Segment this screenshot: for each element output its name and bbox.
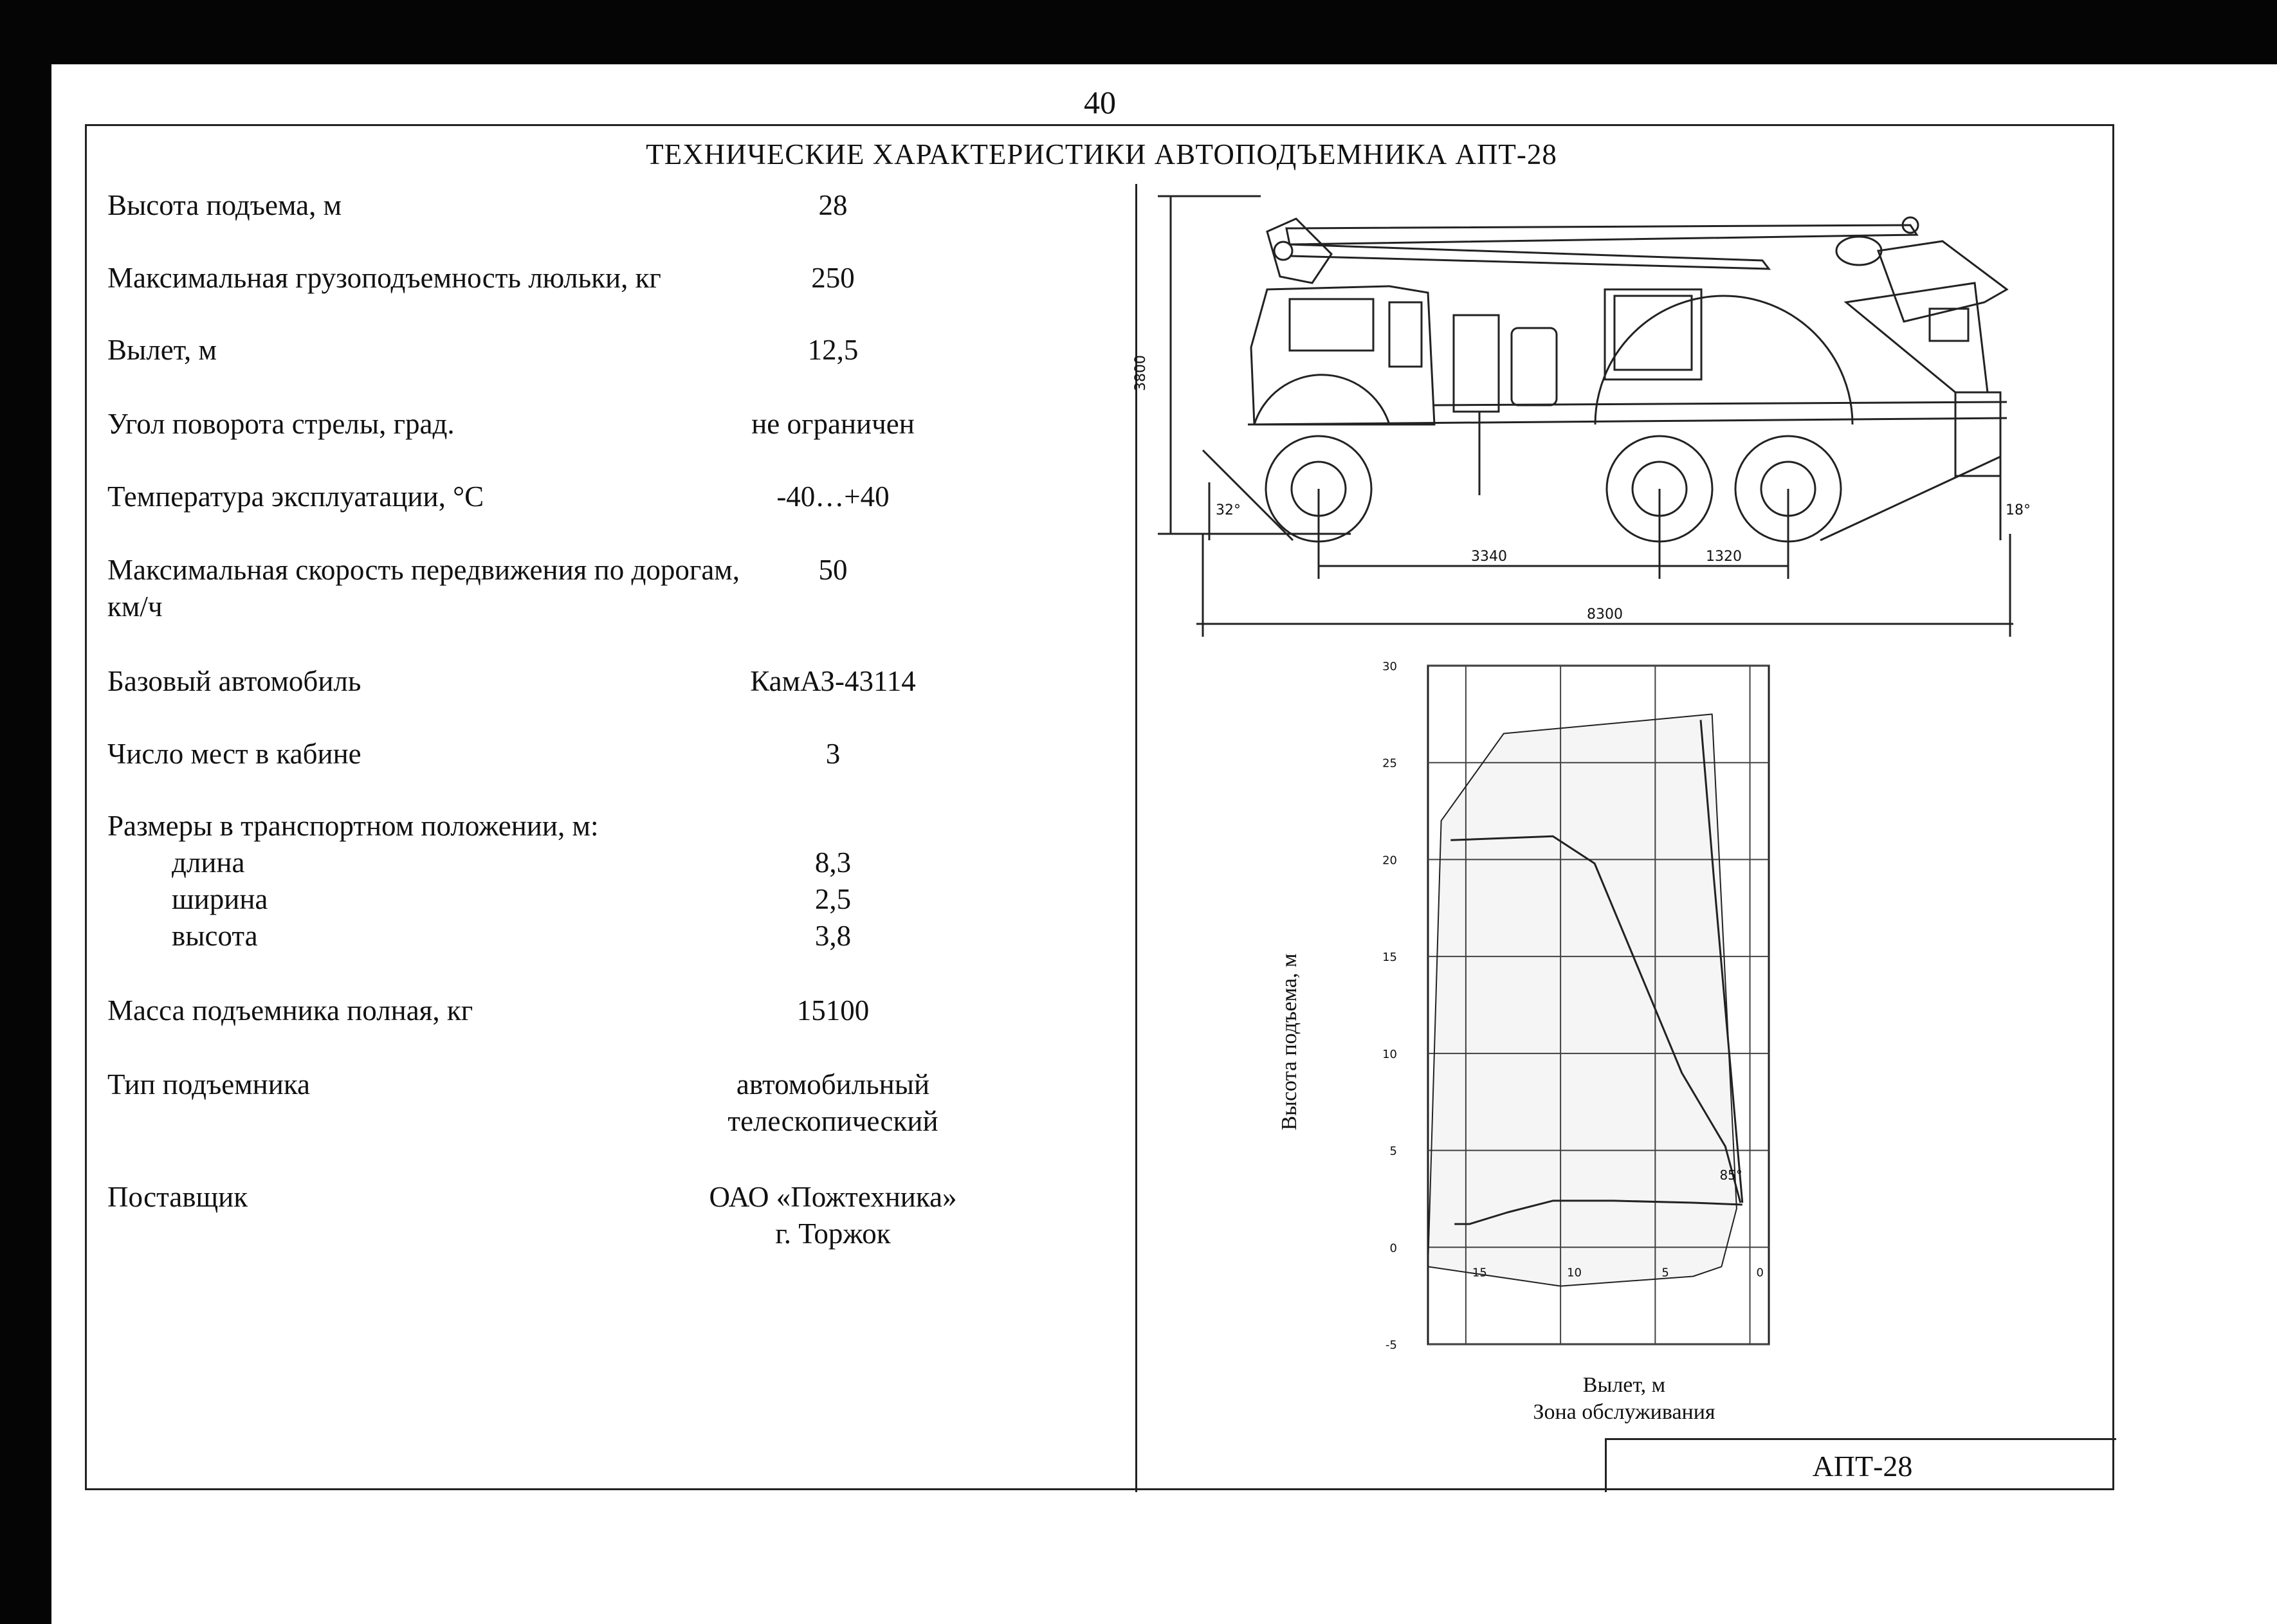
y-tick-label: 0 (1389, 1241, 1397, 1255)
boom (1286, 225, 1917, 244)
spec-label-line: Максимальная скорость передвижения по дорогам, (107, 554, 740, 586)
spec-value: 12,5 (807, 334, 859, 366)
y-tick-label: 20 (1382, 853, 1397, 868)
approach-angle-label: 32° (1216, 502, 1241, 518)
door (1389, 302, 1422, 367)
spec-label: Угол поворота стрелы, град. (107, 408, 455, 440)
spec-value-line: телескопический (727, 1105, 938, 1137)
spec-value: 15100 (796, 994, 870, 1026)
truck-drawing (1119, 180, 2033, 643)
spec-value (595, 1179, 1071, 1252)
spec-value: 50 (818, 554, 848, 586)
title-block-label: АПТ-28 (1812, 1450, 1913, 1483)
fuel-tank (1512, 328, 1557, 405)
approach-angle-line (1203, 450, 1293, 540)
turret-ring (1836, 237, 1881, 265)
spec-label: Высота подъема, м (107, 189, 342, 221)
chassis-frame (1434, 402, 2007, 405)
y-tick-label: 30 (1382, 660, 1397, 673)
spec-label: длина (172, 846, 245, 879)
chassis-frame (1248, 418, 2007, 424)
chart-y-axis-label: Высота подъема, м (1277, 953, 1301, 1131)
working-zone-chart (1319, 643, 1782, 1454)
spec-value: 2,5 (814, 883, 852, 915)
chart-series (1428, 714, 1742, 1286)
spec-label: Вылет, м (107, 334, 217, 366)
rear-outrigger (1955, 392, 2000, 476)
chart-x-axis-label: Вылет, м (1582, 1373, 1666, 1397)
y-tick-label: 10 (1382, 1047, 1397, 1061)
y-tick-label: 25 (1382, 756, 1397, 771)
spec-value-line: автомобильный (736, 1068, 930, 1100)
x-tick-label: 0 (1756, 1266, 1764, 1280)
spec-value (595, 1066, 1071, 1140)
spec-value-line: ОАО «Пожтехника» (709, 1181, 957, 1213)
overall-length-label: 8300 (1587, 607, 1623, 623)
spec-value: -40…+40 (776, 480, 890, 513)
spec-value: 3,8 (814, 920, 852, 952)
equipment-box (1605, 289, 1701, 379)
boom-pivot (1274, 242, 1292, 260)
page-title: ТЕХНИЧЕСКИЕ ХАРАКТЕРИСТИКИ АВТОПОДЪЕМНИКА АПТ-28 (646, 138, 1557, 170)
boom-section (1290, 244, 1769, 269)
boom-angle-label: 85° (1719, 1167, 1742, 1183)
spec-label: ширина (172, 883, 268, 915)
equipment-box-door (1614, 296, 1692, 370)
spec-label: Поставщик (107, 1181, 248, 1213)
spec-value: не ограничен (751, 408, 915, 440)
spec-label: Размеры в транспортном положении, м: (107, 810, 599, 842)
spec-label: Максимальная грузоподъемность люльки, кг (107, 262, 661, 294)
y-tick-label: 15 (1382, 951, 1397, 965)
spec-label: Тип подъемника (107, 1068, 310, 1100)
departure-angle-line (1820, 457, 2000, 540)
spec-label: Число мест в кабине (107, 738, 361, 770)
spec-value: 8,3 (814, 846, 852, 879)
spec-label-line: км/ч (107, 590, 163, 623)
scan-border-left (0, 64, 51, 1624)
cab (1251, 286, 1434, 424)
departure-angle-label: 18° (2006, 502, 2031, 518)
spec-value: 3 (825, 738, 841, 770)
chart-y-ticks (1382, 660, 1397, 1352)
turret-frame (1846, 283, 1988, 392)
wheel-arch (1595, 296, 1852, 424)
y-tick-label: -5 (1385, 1338, 1397, 1352)
page-number: 40 (1084, 84, 1116, 120)
spec-value: КамАЗ-43114 (750, 665, 916, 697)
wheelbase-2-label: 1320 (1706, 549, 1742, 565)
spec-value-line: г. Торжок (775, 1218, 891, 1250)
spec-label: Базовый автомобиль (107, 665, 361, 697)
spec-value: 250 (811, 262, 855, 294)
spec-value: 28 (818, 189, 848, 221)
scan-border-top (0, 0, 2277, 64)
wheel-arch (1254, 375, 1389, 424)
chart-caption: Зона обслуживания (1533, 1400, 1715, 1424)
spec-label: высота (172, 920, 258, 952)
y-tick-label: 5 (1389, 1144, 1397, 1158)
spec-label: Масса подъемника полная, кг (107, 994, 473, 1026)
height-dimension-label: 3800 (1133, 355, 1149, 391)
wheelbase-1-label: 3340 (1471, 549, 1507, 565)
spare-wheel-rack (1454, 315, 1499, 412)
spec-label: Температура эксплуатации, °С (107, 480, 484, 513)
cab-window (1290, 299, 1373, 351)
